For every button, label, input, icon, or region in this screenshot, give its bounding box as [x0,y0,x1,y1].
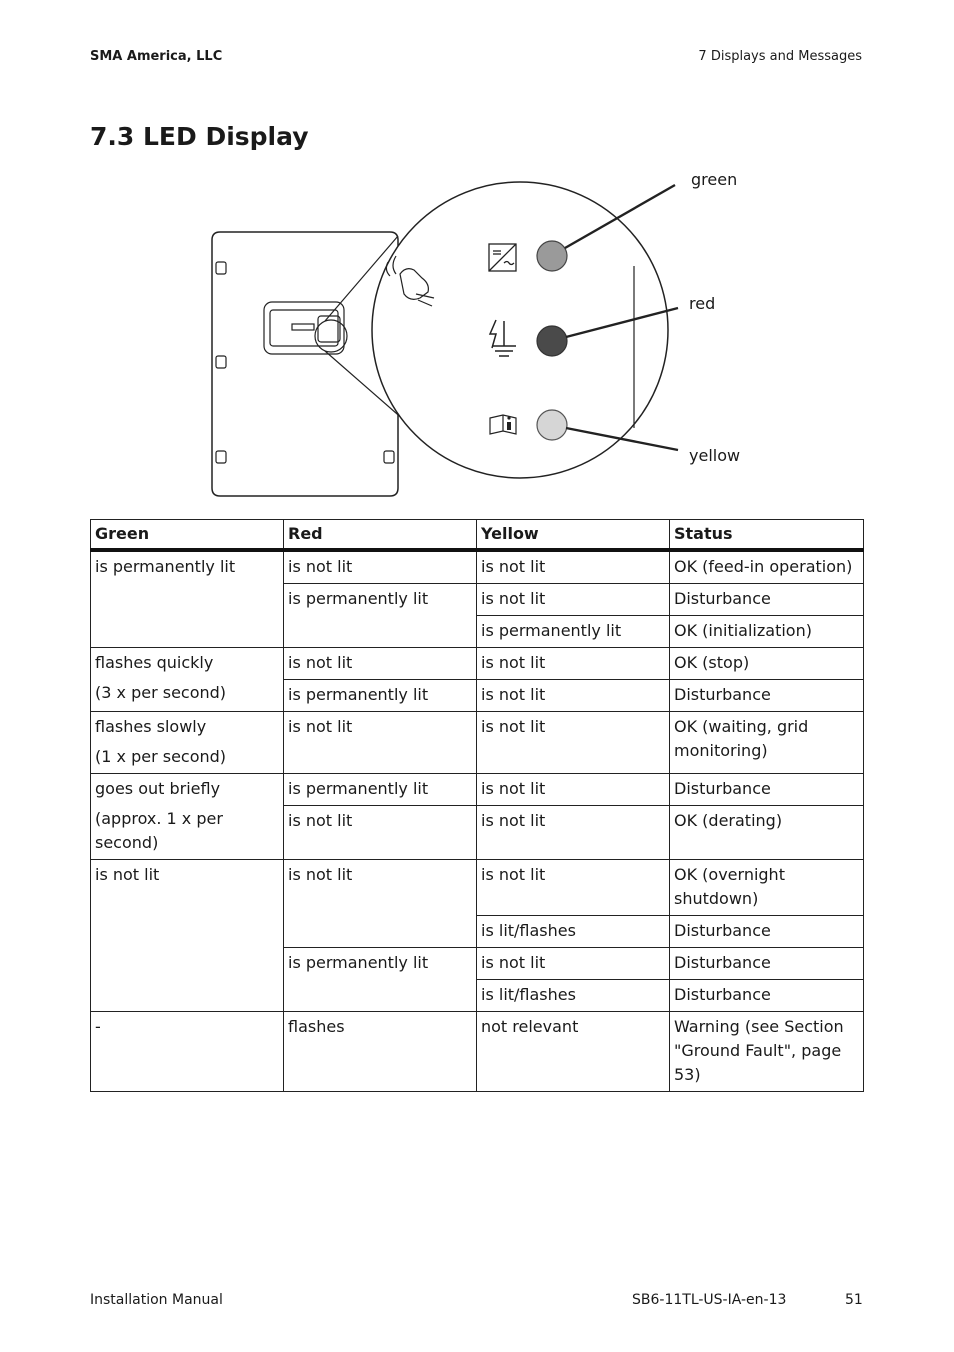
table-row [91,860,864,916]
label-red: red [689,294,716,313]
green-cell: is permanently lit [91,550,284,648]
red-cell: is permanently lit [284,948,477,1012]
green-led-icon [537,241,567,271]
status-cell: Disturbance [670,948,864,980]
label-green: green [691,170,738,189]
status-cell: OK (feed-in operation) [670,550,864,584]
header-red: Red [284,520,477,551]
yellow-cell: is lit/flashes [477,916,670,948]
red-cell: is permanently lit [284,584,477,648]
red-cell: flashes [284,1012,477,1092]
green-cell: - [91,1012,284,1092]
status-cell: Disturbance [670,980,864,1012]
red-cell: is not lit [284,806,477,860]
header-yellow: Yellow [477,520,670,551]
yellow-cell: is not lit [477,860,670,916]
yellow-cell: is lit/flashes [477,980,670,1012]
red-cell: is permanently lit [284,774,477,806]
status-cell: Disturbance [670,916,864,948]
yellow-led-icon [537,410,567,440]
yellow-cell: is not lit [477,712,670,774]
status-cell: Disturbance [670,584,864,616]
inverter-illustration [200,166,760,506]
table-row [91,550,864,584]
table-row [91,774,864,806]
status-cell: OK (overnight shutdown) [670,860,864,916]
red-cell: is not lit [284,860,477,948]
yellow-cell: is not lit [477,648,670,680]
header-chapter: 7 Displays and Messages [698,49,862,64]
status-cell: OK (derating) [670,806,864,860]
yellow-cell: is not lit [477,948,670,980]
table-row [91,712,864,774]
status-cell: OK (stop) [670,648,864,680]
led-status-table [90,519,864,1092]
yellow-cell: is not lit [477,584,670,616]
section-title: 7.3 LED Display [90,122,309,151]
status-cell: Disturbance [670,774,864,806]
table-header-row [91,520,864,551]
yellow-cell: not relevant [477,1012,670,1092]
status-cell: Disturbance [670,680,864,712]
green-cell: goes out briefly (approx. 1 x per second) [91,774,284,860]
yellow-cell: is not lit [477,774,670,806]
status-cell: OK (waiting, grid monitoring) [670,712,864,774]
status-cell: Warning (see Section "Ground Fault", page 53) [670,1012,864,1092]
red-cell: is not lit [284,550,477,584]
table-row [91,648,864,680]
header-company: SMA America, LLC [90,49,223,64]
red-cell: is not lit [284,712,477,774]
led-display-figure [200,166,760,506]
yellow-cell: is permanently lit [477,616,670,648]
footer-page-number: 51 [845,1292,863,1308]
yellow-cell: is not lit [477,806,670,860]
green-cell: flashes quickly (3 x per second) [91,648,284,712]
status-cell: OK (initialization) [670,616,864,648]
green-cell: flashes slowly (1 x per second) [91,712,284,774]
table-row [91,1012,864,1092]
red-cell: is permanently lit [284,680,477,712]
footer-doc-type: Installation Manual [90,1292,223,1308]
red-led-icon [537,326,567,356]
yellow-cell: is not lit [477,680,670,712]
label-yellow: yellow [689,446,741,465]
yellow-cell: is not lit [477,550,670,584]
header-green: Green [91,520,284,551]
red-cell: is not lit [284,648,477,680]
header-status: Status [670,520,864,551]
green-cell: is not lit [91,860,284,1012]
footer-doc-code: SB6-11TL-US-IA-en-13 [632,1292,787,1308]
